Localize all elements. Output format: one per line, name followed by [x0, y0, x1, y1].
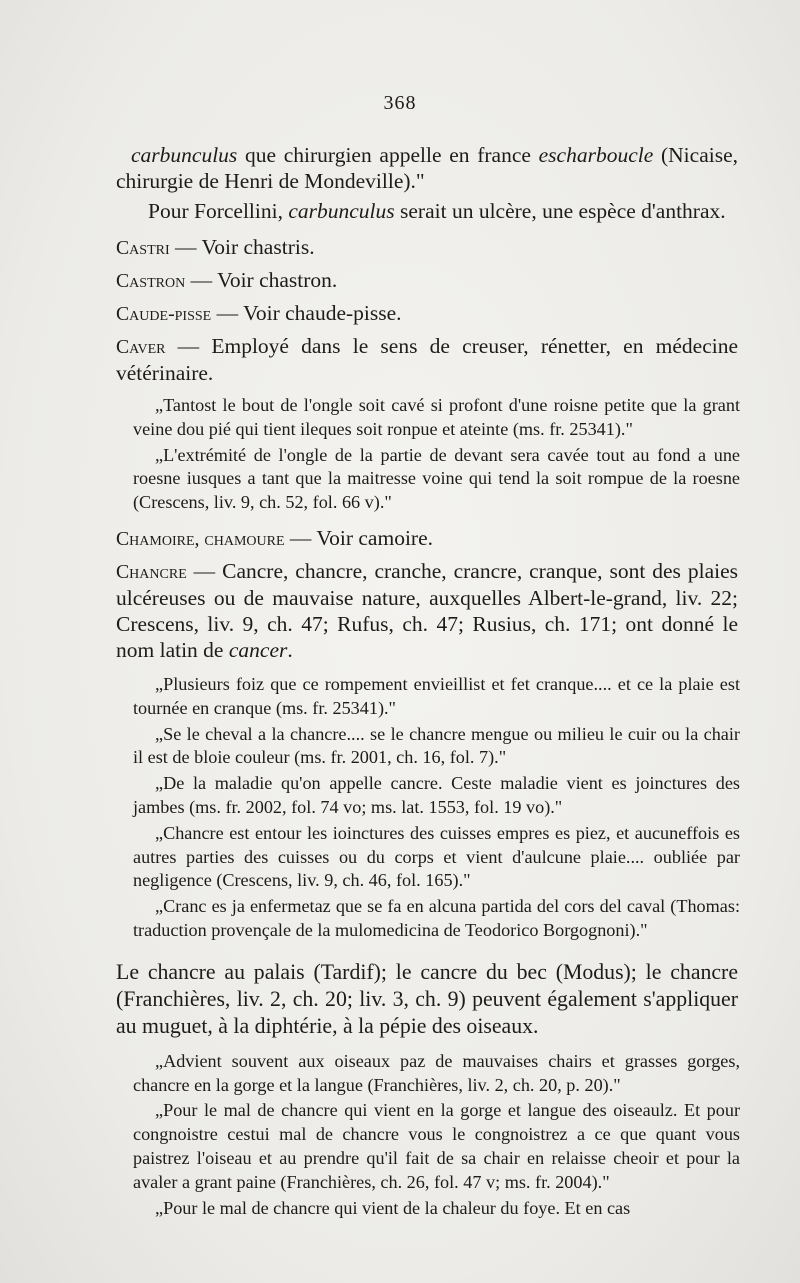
quotation: „Pour le mal de chancre qui vient en la gorge et langue des oiseaulz. Et pour congnoistre cestui mal de chancre vous le congnoistrez a ce que quant vous paistrez l'oiseau et au prendre qu'il fait de sa chair en relaisse cheoir et pour la avaler a grant paine (Franchières, ch. 26, fol. 47 v; ms. fr. 2004)." — [133, 1100, 740, 1192]
latin-term: carbunculus — [288, 199, 395, 223]
quotation: „Plusieurs foiz que ce rompement envieillist et fet cranque.... et ce la plaie est tournée en cranque (ms. fr. 25341)." — [133, 673, 740, 718]
entry-text: — Voir chastron. — [185, 268, 338, 292]
palais-paragraph: Le chancre au palais (Tardif); le cancre du bec (Modus); le chancre (Franchières, liv. 2, ch. 20; liv. 3, ch. 9) peuvent également s'appliquer au muguet, à la diphtérie, à la pépie des oiseaux. — [116, 959, 738, 1038]
quotation: „Cranc es ja enfermetaz que se fa en alcuna partida del cors del caval (Thomas: traduction provençale de la mulomedicina de Teodorico Borgognoni)." — [133, 896, 740, 940]
entry-headword: Chancre — [116, 560, 187, 583]
entry-headword: Castri — [116, 237, 170, 259]
quotation: „L'extrémité de l'ongle de la partie de devant sera cavée tout au fond a une roesne iusques a tant que la maitresse voine qui tend la soit rompue de la roesne (Crescens, liv. 9, ch. 52, fol. 66 v)." — [133, 444, 740, 513]
quotation: „Chancre est entour les ioinctures des cuisses empres es piez, et aucuneffois es autres parties des cuisses ou du corps et vient d'aulcune plaie.... oubliée par negligence (Crescens, liv. 9, ch. 46, fol. 165)." — [133, 822, 740, 891]
entry-text: — Voir camoire. — [284, 525, 433, 550]
forcellini-text: Pour Forcellini, — [148, 199, 289, 223]
quotation: „Pour le mal de chancre qui vient de la chaleur du foye. Et en cas — [155, 1197, 631, 1218]
entry-headword: Castron — [116, 270, 186, 292]
quotation: „Se le cheval a la chancre.... se le chancre mengue ou milieu le cuir ou la chair il est de bloie couleur (ms. fr. 2001, ch. 16, fol. 7)." — [133, 723, 740, 768]
latin-term: carbunculus — [131, 143, 238, 167]
opening-text: que chirurgien appelle en france — [237, 143, 539, 167]
entry-chancre — [116, 558, 738, 663]
entry-headword: Caude-pisse — [116, 303, 212, 325]
latin-term: cancer — [228, 637, 288, 662]
text-column — [116, 142, 738, 1222]
bird-quotations — [133, 1050, 740, 1221]
page-number: 368 — [383, 92, 417, 114]
quotation: „Advient souvent aux oiseaux paz de mauvaises chairs et grasses gorges, chancre en la gorge et la langue (Franchières, liv. 2, ch. 20, p. 20)." — [133, 1050, 740, 1095]
opening-paragraph — [116, 142, 738, 194]
entry-text: — Cancre, chancre, cranche, crancre, cranque, sont des plaies ulcéreuses ou de mauvaise nature, auxquelles Albert-le-grand, liv. 22; Crescens, liv. 9, ch. 47; Rufus, ch. 47; Rusius, ch. 171; ont donné le nom latin de — [116, 558, 738, 662]
chancre-quotations — [133, 673, 740, 943]
forcellini-text-end: serait un ulcère, une espèce d'anthrax. — [394, 199, 726, 223]
caver-quotations — [133, 394, 740, 515]
entry-text-end: . — [287, 637, 293, 662]
entry-text: — Voir chastris. — [169, 235, 315, 259]
entry-castri — [116, 234, 738, 261]
entry-caver — [116, 333, 738, 386]
entry-headword: Caver — [116, 336, 166, 358]
entry-headword: Chamoire, chamoure — [116, 527, 285, 550]
entry-chamoire — [116, 525, 738, 552]
forcellini-paragraph — [116, 198, 738, 224]
quotation: „De la maladie qu'on appelle cancre. Ceste maladie vient es joinctures des jambes (ms. fr. 2002, fol. 74 vo; ms. lat. 1553, fol. 19 vo)." — [133, 773, 740, 817]
quotation: „Tantost le bout de l'ongle soit cavé si profont d'une roisne petite que la grant veine dou pié qui tient ileques soit ronpue et ateinte (ms. fr. 25341)." — [133, 395, 740, 439]
entry-text: — Employé dans le sens de creuser, rénetter, en médecine vétérinaire. — [116, 334, 738, 385]
entry-castron — [116, 267, 738, 294]
entry-text: — Voir chaude-pisse. — [211, 301, 402, 325]
entry-caude-pisse — [116, 300, 738, 327]
french-term: escharboucle — [538, 143, 654, 167]
opening-citation: (Nicaise, chirurgie de Henri de Mondeville)." — [116, 143, 738, 193]
